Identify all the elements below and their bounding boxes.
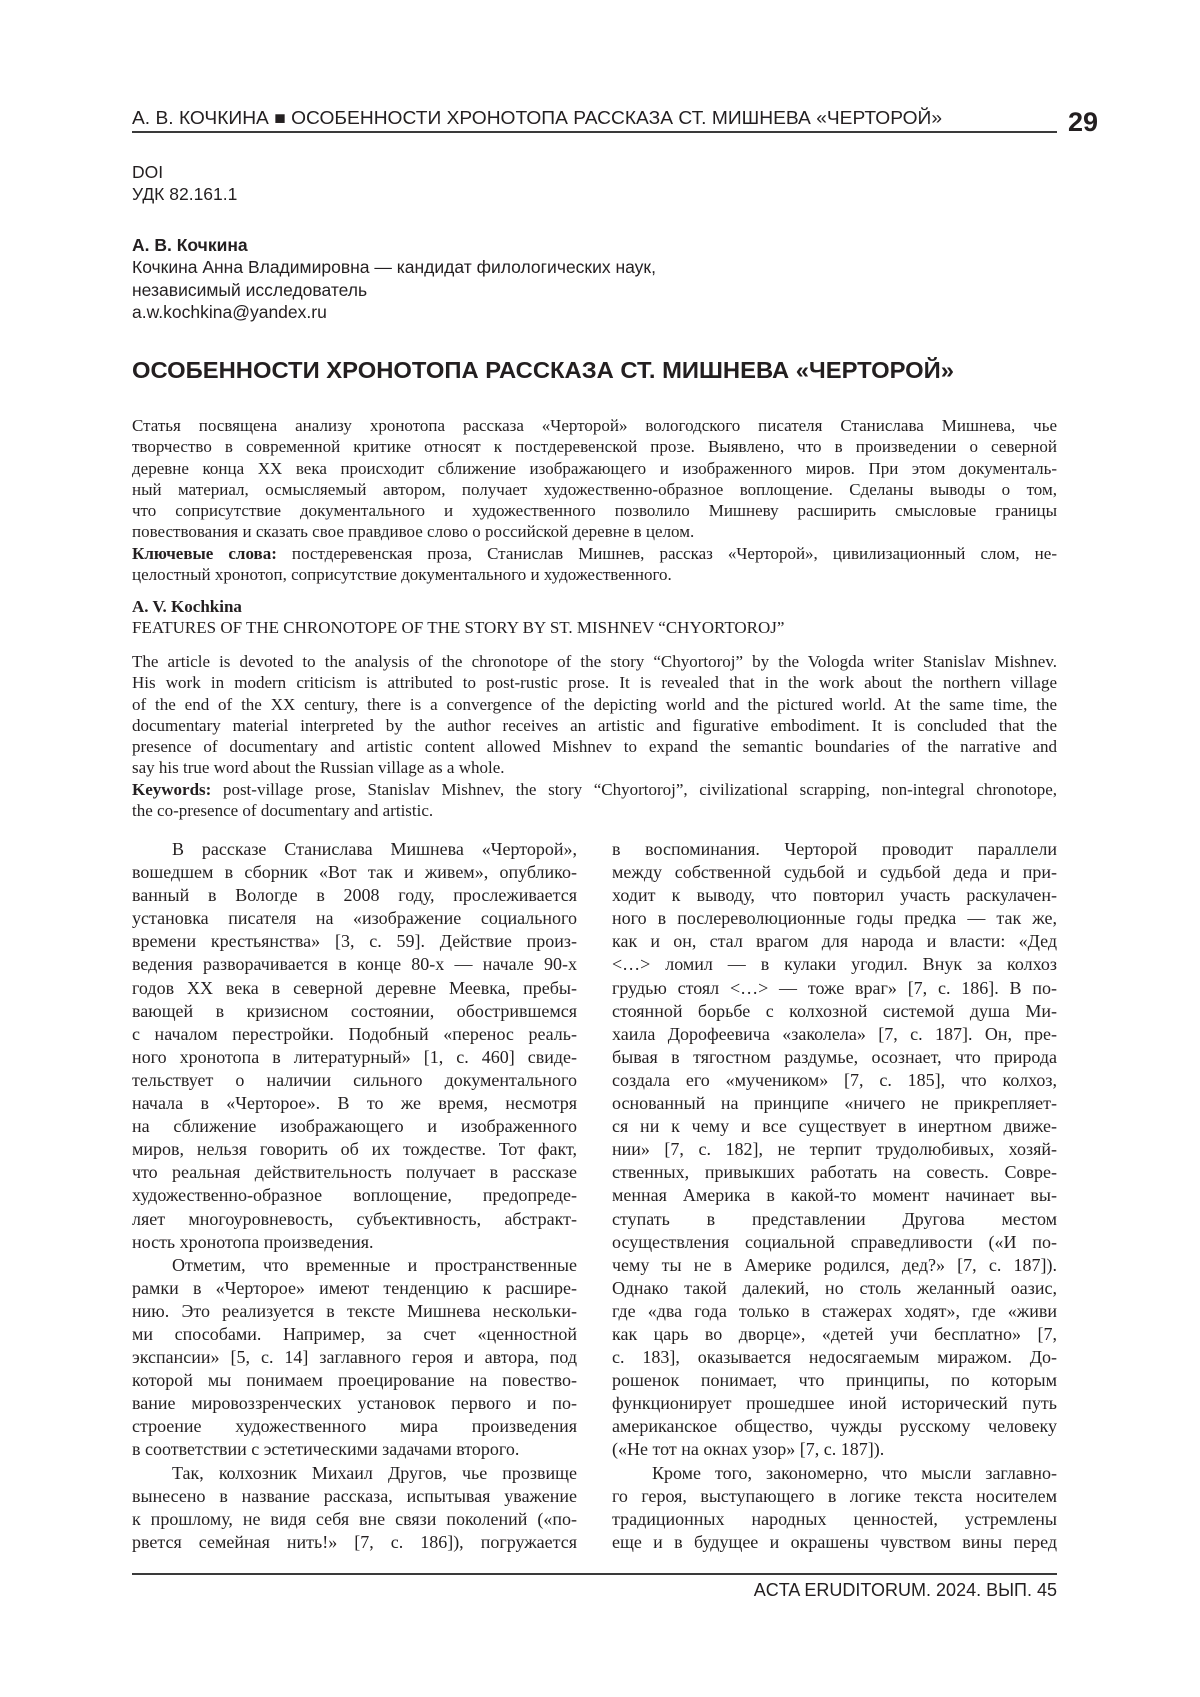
paragraph-line: миров, нельзя говорить об их тождестве. Тот факт, [132,1138,577,1161]
keywords-ru-line: целостный хронотоп, соприсутствие документального и художественного. [132,564,1057,585]
paragraph-line: ванный в Вологде в 2008 году, прослеживается [132,884,577,907]
paragraph-line: функционирует прошедшее иной исторический путь [612,1392,1057,1415]
author-email[interactable]: a.w.kochkina@yandex.ru [132,301,656,323]
paragraph-line: осуществления социальной справедливости («И по- [612,1231,1057,1254]
running-header-text: А. В. КОЧКИНА ■ ОСОБЕННОСТИ ХРОНОТОПА РАССКАЗА СТ. МИШНЕВА «ЧЕРТОРОЙ» [132,107,942,129]
paragraph-line: годов XX века в северной деревне Меевка, пребы- [132,977,577,1000]
paragraph-line: ность хронотопа произведения. [132,1231,577,1254]
article-title-en: FEATURES OF THE CHRONOTOPE OF THE STORY BY ST. MISHNEV “CHYORTOROJ” [132,617,1057,638]
body-column-left [132,838,577,1554]
paragraph-line: начала в «Черторое». В то же время, несмотря [132,1092,577,1115]
paragraph-line: между собственной судьбой и судьбой деда и при- [612,861,1057,884]
paragraph-line: <…> ломил — в кулаки угодил. Внук за колхоз [612,953,1057,976]
paragraph-line: ляет многоуровневость, субъективность, абстракт- [132,1208,577,1231]
article-title [132,356,927,384]
paragraph-line: стоянной борьбе с колхозной системой душа Ми- [612,1000,1057,1023]
paragraph-line: основанный на принципе «ничего не прикрепляет- [612,1092,1057,1115]
abstract-en [132,651,1057,821]
paragraph-line: чему ты не в Америке родился, дед?» [7, с. 187]). [612,1254,1057,1277]
text-line: повествования и сказать свое правдивое слово о российской деревне в целом. [132,521,1057,542]
keywords-en-text: post-village prose, Stanislav Mishnev, the story “Chyortoroj”, civilizational scrapping, non-integral chronotope, [211,780,1057,799]
keywords-ru-label: Ключевые слова: [132,544,277,563]
paragraph-line: («Не тот на окнах узор» [7, с. 187]). [612,1438,1057,1461]
paragraph-line: Так, колхозник Михаил Другов, чье прозвище [132,1462,577,1485]
paragraph-line: экспансии» [5, с. 14] заглавного героя и автора, под [132,1346,577,1369]
paragraph-line: американское общество, чужды русскому человеку [612,1415,1057,1438]
paragraph-line: нии» [7, с. 182], не терпит трудолюбивых, хозяй- [612,1138,1057,1161]
abstract-ru-lines [132,415,1057,543]
body-column-right [612,838,1057,1554]
paragraph-line: художественно-образное воплощение, предопреде- [132,1184,577,1207]
text-line: presence of documentary and artistic content allowed Mishnev to expand the semantic boundaries of the narrative and [132,736,1057,757]
paragraph [132,1462,577,1554]
paragraph-line: нию. Это реализуется в тексте Мишнева нескольки- [132,1300,577,1323]
paragraph-line: времени крестьянства» [3, с. 59]. Действие произ- [132,930,577,953]
running-header [132,107,892,129]
paragraph-line: рамки в «Черторое» имеют тенденцию к расшире- [132,1277,577,1300]
article-title-text: ОСОБЕННОСТИ ХРОНОТОПА РАССКАЗА СТ. МИШНЕВА «ЧЕРТОРОЙ» [132,356,954,384]
paragraph-line: бывая в тягостном раздумье, осознает, что природа [612,1046,1057,1069]
text-line: деревне конца XX века происходит сближение изображающего и изображенного миров. При этом документаль- [132,458,1057,479]
keywords-en-line: the co-presence of documentary and artistic. [132,800,1057,821]
paragraph-line: ведения разворачивается в конце 80-х — начале 90-х [132,953,577,976]
abstract-en-lines [132,651,1057,779]
paragraph-line: с началом перестройки. Подобный «перенос реаль- [132,1023,577,1046]
journal-footer-text: ACTA ERUDITORUM. 2024. ВЫП. 45 [754,1579,1057,1601]
keywords-en-line [132,779,1057,800]
paragraph [132,838,577,1254]
keywords-ru-text: постдеревенская проза, Станислав Мишнев, рассказ «Черторой», цивилизационный слом, не- [277,544,1057,563]
paragraph-line: ступать в представлении Другова местом [612,1208,1057,1231]
header-rule [132,131,1057,133]
keywords-ru-line [132,543,1057,564]
paragraph-line: рвется семейная нить!» [7, с. 186]), погружается [132,1531,577,1554]
author-position: Кочкина Анна Владимировна — кандидат филологических наук, [132,256,656,278]
paragraph-line: Однако такой далекий, но столь желанный оазис, [612,1277,1057,1300]
doi-label: DOI [132,162,237,184]
text-line: что соприсутствие документального и художественного позволило Мишневу расширить смысловые границы [132,500,1057,521]
paragraph-line: вание мировоззренческих установок первого и по- [132,1392,577,1415]
paragraph-line: строение художественного мира произведения [132,1415,577,1438]
paragraph-line: вошедшем в сборник «Вот так и живем», опублико- [132,861,577,884]
footer-rule [132,1573,1057,1575]
paragraph-line: рошенок понимает, что принципы, по которым [612,1369,1057,1392]
page-number: 29 [1068,106,1098,138]
abstract-ru [132,415,1057,585]
paragraph-line: Кроме того, закономерно, что мысли заглавно- [612,1462,1057,1485]
keywords-en-label: Keywords: [132,780,211,799]
paragraph-line: тельствует о наличии сильного документального [132,1069,577,1092]
paragraph-line: установка писателя на «изображение социального [132,907,577,930]
paragraph-line: менная Америка в какой-то момент начинает вы- [612,1184,1057,1207]
paragraph [612,838,1057,1462]
paragraph-line: создала его «мучеником» [7, с. 185], что колхоз, [612,1069,1057,1092]
paragraph-line: на сближение изображающего и изображенного [132,1115,577,1138]
text-line: say his true word about the Russian village as a whole. [132,757,1057,778]
paragraph-line: ходит к выводу, что повторил участь раскулачен- [612,884,1057,907]
text-line: Статья посвящена анализу хронотопа рассказа «Черторой» вологодского писателя Станислава Мишнева, чье [132,415,1057,436]
text-line: The article is devoted to the analysis of the chronotope of the story “Chyortoroj” by the Vologda writer Stanislav Mishnev. [132,651,1057,672]
author-block-ru [132,234,656,323]
paragraph-line: как и он, стал врагом для народа и власти: «Дед [612,930,1057,953]
paragraph-line: ся ни к чему и все существует в инертном движе- [612,1115,1057,1138]
identifiers [132,162,237,205]
text-line: His work in modern criticism is attributed to post-rustic prose. It is revealed that in the work about the northern village [132,672,1057,693]
text-line: ный материал, осмысляемый автором, получает художественно-образное воплощение. Сделаны выводы о том, [132,479,1057,500]
text-line: of the end of the XX century, there is a convergence of the depicting world and the pictured world. At the same time, the [132,694,1057,715]
author-block-en [132,596,1057,639]
paragraph [132,1254,577,1462]
paragraph-line: ственных, привыкших работать на совесть. Совре- [612,1161,1057,1184]
paragraph-line: в соответствии с эстетическими задачами второго. [132,1438,577,1461]
paragraph-line: традиционных народных ценностей, устремлены [612,1508,1057,1531]
paragraph-line: Отметим, что временные и пространственные [132,1254,577,1277]
paragraph-line: как царь во дворце», «детей учи бесплатно» [7, [612,1323,1057,1346]
paragraph-line: с. 183], оказывается недосягаемым миражом. До- [612,1346,1057,1369]
paragraph-line: ми способами. Например, за счет «ценностной [132,1323,577,1346]
paragraph-line: еще и в будущее и окрашены чувством вины перед [612,1531,1057,1554]
paragraph-line: вынесено в название рассказа, испытывая уважение [132,1485,577,1508]
author-name: А. В. Кочкина [132,234,656,256]
paragraph-line: где «два года только в стажерах ходят», где «живи [612,1300,1057,1323]
paragraph-line: ного в послереволюционные годы предка — так же, [612,907,1057,930]
paragraph-line: го героя, выступающего в логике текста носителем [612,1485,1057,1508]
text-line: documentary material interpreted by the author receives an artistic and figurative embodiment. It is concluded that the [132,715,1057,736]
paragraph-line: что реальная действительность получает в рассказе [132,1161,577,1184]
paragraph [612,1462,1057,1554]
paragraph-line: к прошлому, не видя себя вне связи поколений («по- [132,1508,577,1531]
udc-code: УДК 82.161.1 [132,184,237,206]
paragraph-line: вающей в кризисном состоянии, обострившемся [132,1000,577,1023]
paragraph-line: ного хронотопа в литературный» [1, с. 460] свиде- [132,1046,577,1069]
paragraph-line: в воспоминания. Черторой проводит параллели [612,838,1057,861]
paragraph-line: которой мы понимаем проецирование на повество- [132,1369,577,1392]
paragraph-line: грудью стоял <…> — тоже враг» [7, с. 186]. В по- [612,977,1057,1000]
paragraph-line: хаила Дорофеевича «заколела» [7, с. 187]. Он, пре- [612,1023,1057,1046]
author-name-en: A. V. Kochkina [132,596,1057,617]
journal-footer [754,1579,1057,1601]
author-affiliation: независимый исследователь [132,279,656,301]
text-line: творчество в современной критике относят к постдеревенской прозе. Выявлено, что в произведении о северной [132,436,1057,457]
paragraph-line: В рассказе Станислава Мишнева «Черторой», [132,838,577,861]
